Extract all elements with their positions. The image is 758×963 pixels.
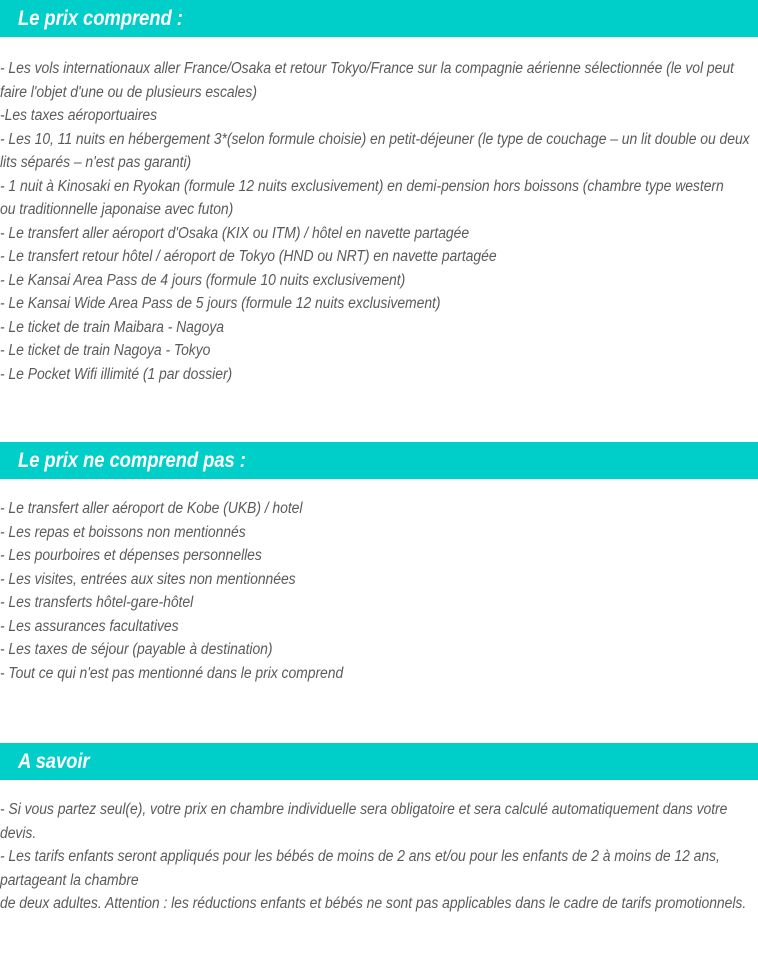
section-title: A savoir xyxy=(18,750,90,773)
body-line: - Les 10, 11 nuits en hébergement 3*(selon formule choisie) en petit-déjeuner (le type de couchage – un lit double ou deux xyxy=(0,130,750,148)
body-line: - 1 nuit à Kinosaki en Ryokan (formule 12 nuits exclusivement) en demi-pension hors boissons (chambre type western xyxy=(0,177,724,195)
section-body-prix-ne-comprend-pas xyxy=(0,497,758,685)
body-line: - Les assurances facultatives xyxy=(0,617,179,635)
spacer xyxy=(0,37,758,57)
body-line: - Le transfert aller aéroport d'Osaka (KIX ou ITM) / hôtel en navette partagée xyxy=(0,224,470,242)
spacer xyxy=(0,916,758,960)
body-line: - Les transferts hôtel-gare-hôtel xyxy=(0,594,194,611)
section-header-prix-ne-comprend-pas xyxy=(0,442,758,479)
body-line: - Les vols internationaux aller France/Osaka et retour Tokyo/France sur la compagnie aérienne sélectionnée (le vol peut xyxy=(0,60,734,77)
body-line: faire l'objet d'une ou de plusieurs escales) xyxy=(0,83,257,101)
body-line: - Le Kansai Area Pass de 4 jours (formule 10 nuits exclusivement) xyxy=(0,271,406,289)
body-line: - Si vous partez seul(e), votre prix en chambre individuelle sera obligatoire et sera calculé automatiquement dans votre xyxy=(0,801,728,818)
body-line: - Le transfert retour hôtel / aéroport de Tokyo (HND ou NRT) en navette partagée xyxy=(0,248,497,265)
spacer xyxy=(0,780,758,798)
section-body-a-savoir xyxy=(0,798,758,916)
section-title: Le prix comprend : xyxy=(18,7,183,30)
spacer xyxy=(0,386,758,442)
body-line: de deux adultes. Attention : les réductions enfants et bébés ne sont pas applicables dans le cadre de tarifs promotionnels. xyxy=(0,895,747,912)
section-body-prix-comprend xyxy=(0,57,758,386)
body-line: partageant la chambre xyxy=(0,871,139,889)
section-title: Le prix ne comprend pas : xyxy=(18,449,246,472)
body-line: - Les repas et boissons non mentionnés xyxy=(0,523,246,541)
body-line: - Le Pocket Wifi illimité (1 par dossier) xyxy=(0,365,233,383)
spacer xyxy=(0,479,758,497)
body-line: devis. xyxy=(0,824,37,842)
body-line: - Les visites, entrées aux sites non mentionnées xyxy=(0,570,296,588)
body-line: -Les taxes aéroportuaires xyxy=(0,107,158,124)
body-line: ou traditionnelle japonaise avec futon) xyxy=(0,201,234,218)
body-line: - Le ticket de train Nagoya - Tokyo xyxy=(0,342,211,359)
spacer xyxy=(0,685,758,743)
section-header-prix-comprend xyxy=(0,0,758,37)
body-line: - Les taxes de séjour (payable à destination) xyxy=(0,641,273,658)
body-line: - Le ticket de train Maibara - Nagoya xyxy=(0,318,224,336)
body-line: lits séparés – n'est pas garanti) xyxy=(0,154,192,171)
body-line: - Les tarifs enfants seront appliqués pour les bébés de moins de 2 ans et/ou pour les enfants de 2 à moins de 12 ans, xyxy=(0,848,720,865)
body-line: - Le transfert aller aéroport de Kobe (UKB) / hotel xyxy=(0,500,303,517)
body-line: - Le Kansai Wide Area Pass de 5 jours (formule 12 nuits exclusivement) xyxy=(0,295,441,312)
section-header-a-savoir xyxy=(0,743,758,780)
body-line: - Tout ce qui n'est pas mentionné dans le prix comprend xyxy=(0,664,344,682)
body-line: - Les pourboires et dépenses personnelles xyxy=(0,547,262,564)
